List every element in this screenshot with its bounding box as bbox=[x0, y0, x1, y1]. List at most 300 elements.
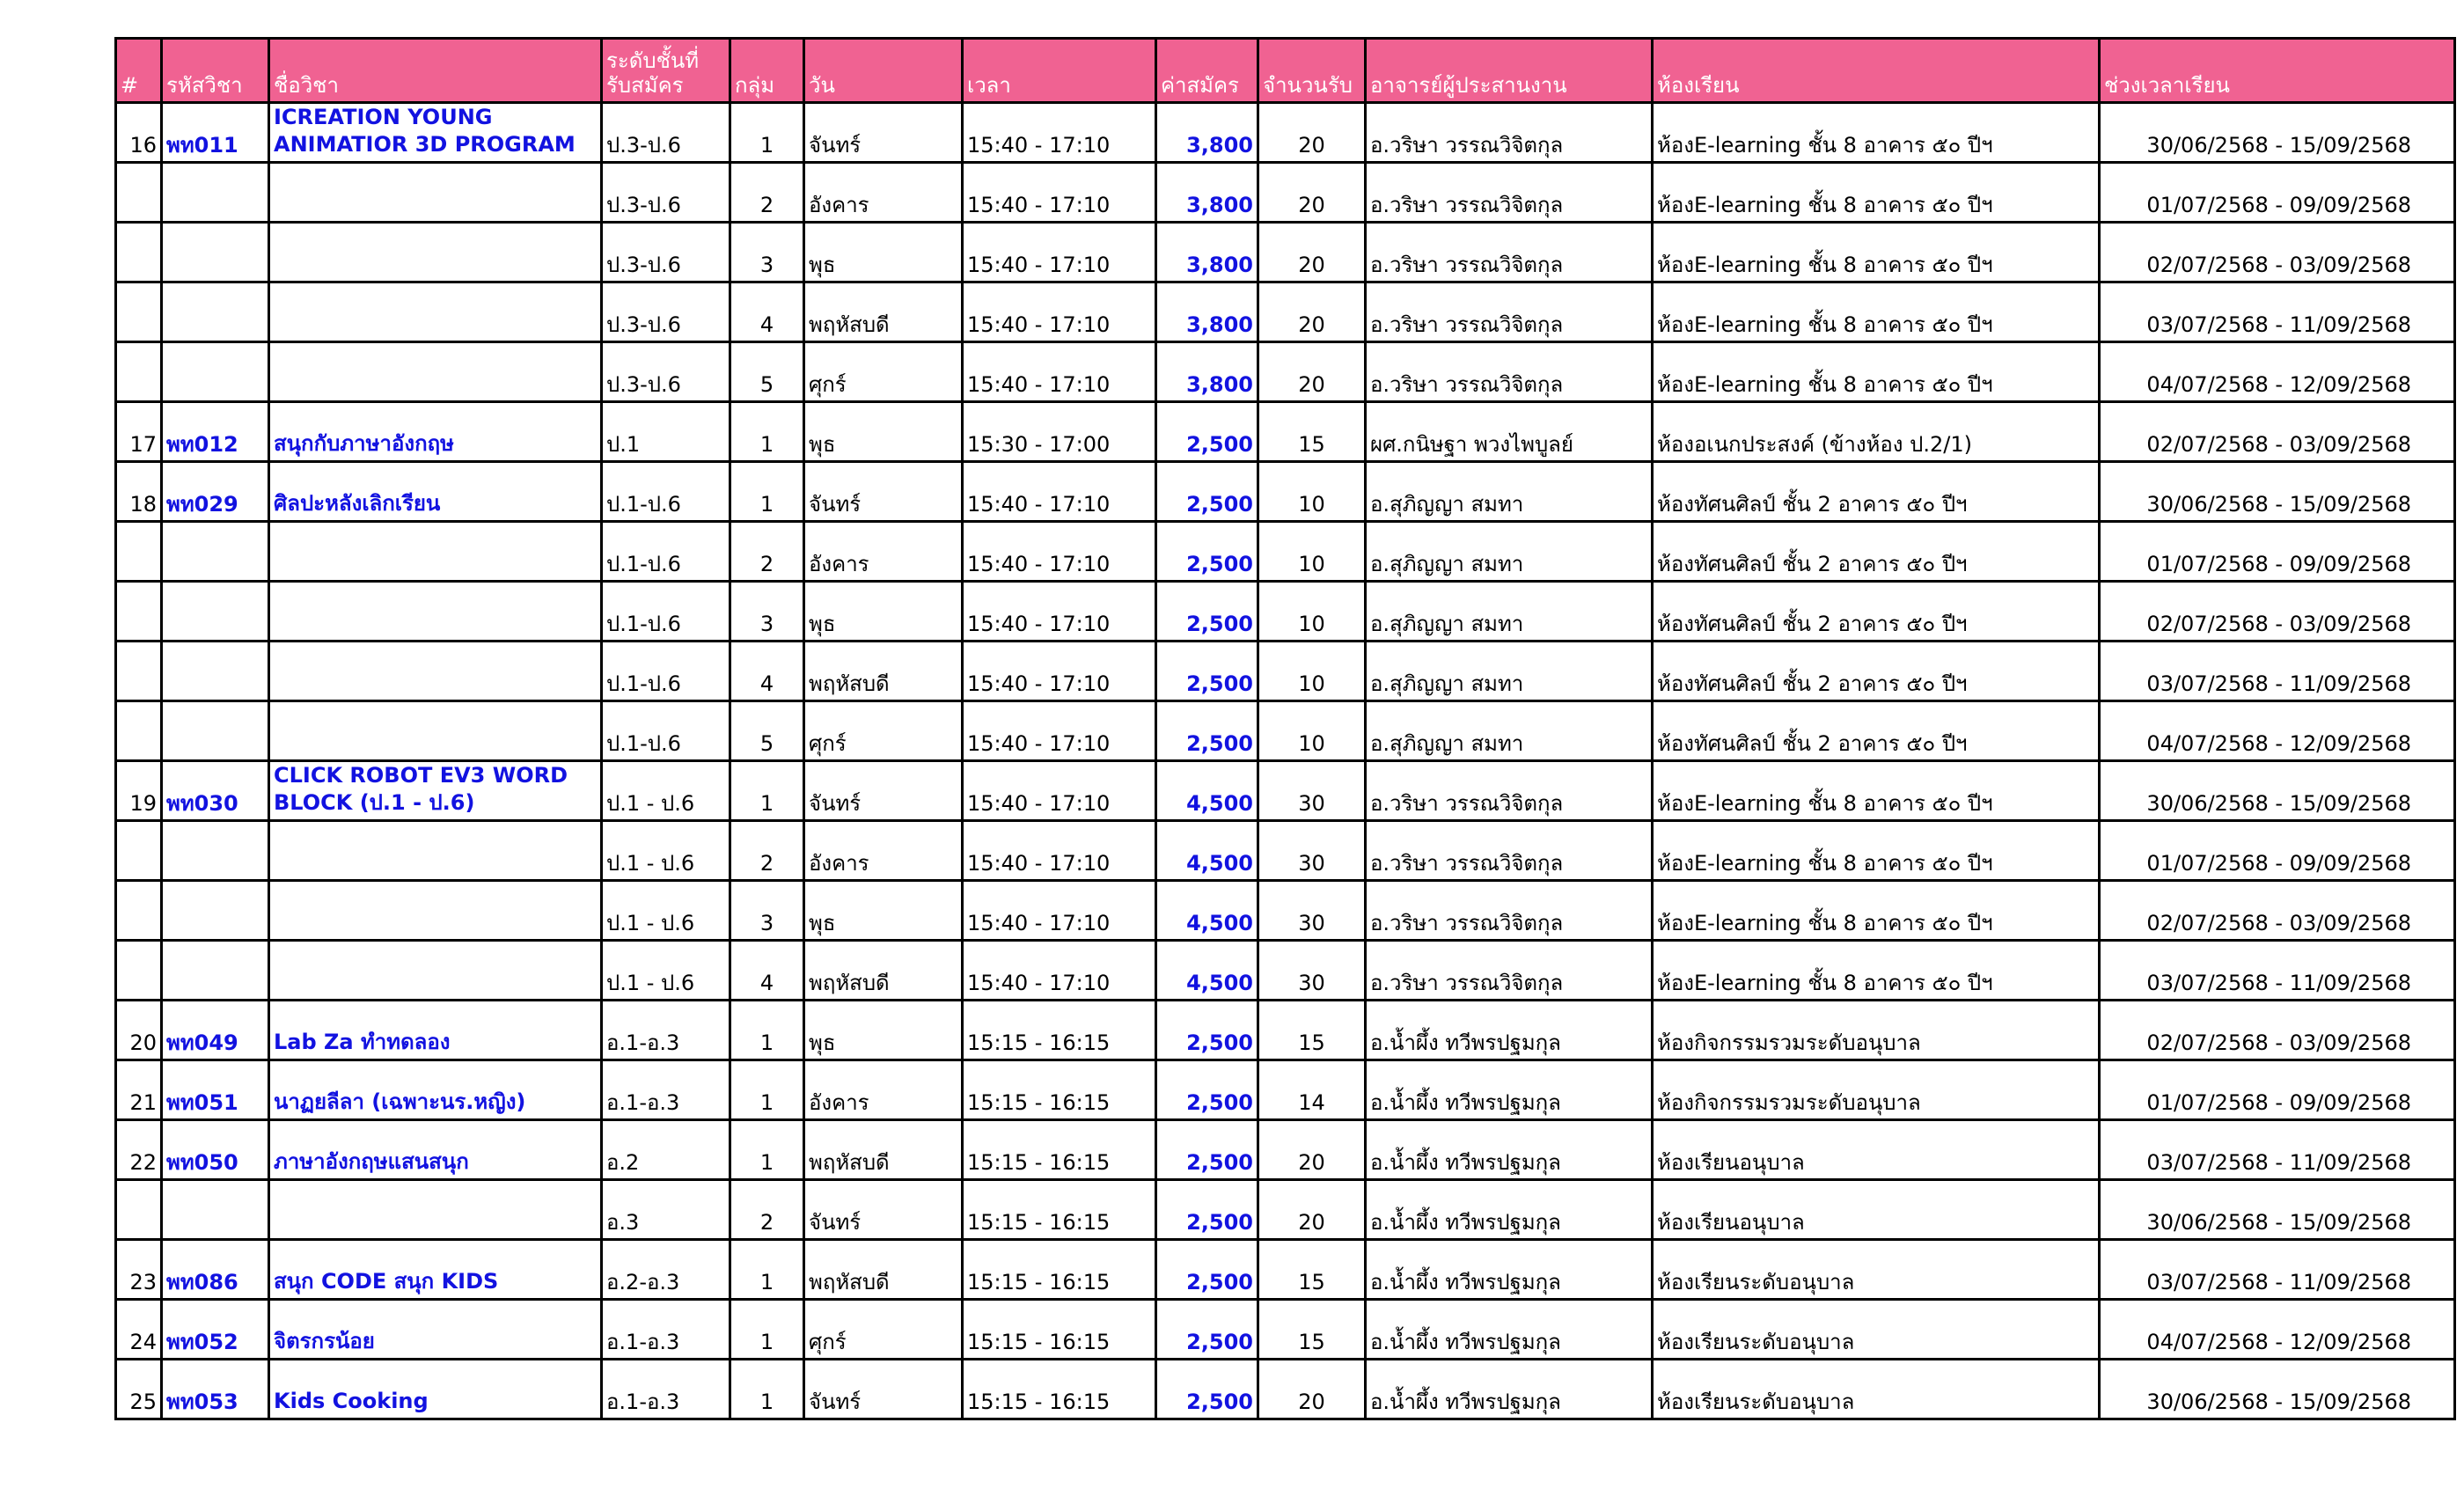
coordinator-cell: อ.น้ำผึ้ง ทวีพรปฐมกุล bbox=[1366, 1240, 1653, 1300]
course-code-cell bbox=[162, 821, 269, 881]
group-number-cell: 1 bbox=[730, 761, 804, 821]
row-number-cell bbox=[116, 223, 162, 282]
course-fee-cell: 4,500 bbox=[1156, 821, 1258, 881]
classroom-cell: ห้องเรียนอนุบาล bbox=[1653, 1180, 2100, 1240]
grade-level-cell: อ.1-อ.3 bbox=[602, 1001, 730, 1060]
grade-level-cell: ป.1-ป.6 bbox=[602, 642, 730, 701]
class-time-cell: 15:15 - 16:15 bbox=[963, 1300, 1156, 1360]
course-fee-cell: 3,800 bbox=[1156, 282, 1258, 342]
class-day-cell: พุธ bbox=[804, 402, 963, 462]
course-code-cell: พท011 bbox=[162, 103, 269, 163]
class-day-cell: ศุกร์ bbox=[804, 701, 963, 761]
class-time-cell: 15:40 - 17:10 bbox=[963, 282, 1156, 342]
course-name-cell: สนุกกับภาษาอังกฤษ bbox=[269, 402, 602, 462]
course-fee-cell: 2,500 bbox=[1156, 701, 1258, 761]
group-number-cell: 3 bbox=[730, 223, 804, 282]
class-day-cell: พฤหัสบดี bbox=[804, 1120, 963, 1180]
row-number-cell: 17 bbox=[116, 402, 162, 462]
course-name-cell: ICREATION YOUNG ANIMATIOR 3D PROGRAM bbox=[269, 103, 602, 163]
row-number-cell bbox=[116, 582, 162, 642]
course-code-cell bbox=[162, 223, 269, 282]
coordinator-cell: อ.วริษา วรรณวิจิตกุล bbox=[1366, 163, 1653, 223]
course-code-cell: พท030 bbox=[162, 761, 269, 821]
table-row bbox=[116, 1300, 2455, 1360]
group-number-cell: 1 bbox=[730, 1240, 804, 1300]
coordinator-cell: อ.วริษา วรรณวิจิตกุล bbox=[1366, 821, 1653, 881]
course-name-cell bbox=[269, 642, 602, 701]
header-time: เวลา bbox=[963, 39, 1156, 103]
group-number-cell: 1 bbox=[730, 1060, 804, 1120]
table-row bbox=[116, 163, 2455, 223]
row-number-cell bbox=[116, 941, 162, 1001]
row-number-cell: 16 bbox=[116, 103, 162, 163]
class-time-cell: 15:15 - 16:15 bbox=[963, 1240, 1156, 1300]
grade-level-cell: ป.3-ป.6 bbox=[602, 163, 730, 223]
row-number-cell bbox=[116, 701, 162, 761]
coordinator-cell: อ.น้ำผึ้ง ทวีพรปฐมกุล bbox=[1366, 1360, 1653, 1419]
group-number-cell: 3 bbox=[730, 582, 804, 642]
grade-level-cell: ป.1-ป.6 bbox=[602, 582, 730, 642]
seat-count-cell: 10 bbox=[1258, 701, 1366, 761]
course-fee-cell: 3,800 bbox=[1156, 342, 1258, 402]
table-row bbox=[116, 1120, 2455, 1180]
table-row bbox=[116, 701, 2455, 761]
header-day: วัน bbox=[804, 39, 963, 103]
row-number-cell: 22 bbox=[116, 1120, 162, 1180]
course-code-cell: พท029 bbox=[162, 462, 269, 522]
class-day-cell: พุธ bbox=[804, 582, 963, 642]
classroom-cell: ห้องเรียนอนุบาล bbox=[1653, 1120, 2100, 1180]
grade-level-cell: อ.2 bbox=[602, 1120, 730, 1180]
course-code-cell bbox=[162, 881, 269, 941]
course-fee-cell: 4,500 bbox=[1156, 761, 1258, 821]
grade-level-cell: อ.1-อ.3 bbox=[602, 1360, 730, 1419]
seat-count-cell: 15 bbox=[1258, 402, 1366, 462]
course-fee-cell: 2,500 bbox=[1156, 1240, 1258, 1300]
seat-count-cell: 20 bbox=[1258, 223, 1366, 282]
header-fee: ค่าสมัคร bbox=[1156, 39, 1258, 103]
coordinator-cell: อ.วริษา วรรณวิจิตกุล bbox=[1366, 223, 1653, 282]
seat-count-cell: 15 bbox=[1258, 1001, 1366, 1060]
header-level: ระดับชั้นที่ รับสมัคร bbox=[602, 39, 730, 103]
seat-count-cell: 20 bbox=[1258, 342, 1366, 402]
seat-count-cell: 30 bbox=[1258, 941, 1366, 1001]
class-day-cell: พุธ bbox=[804, 881, 963, 941]
course-fee-cell: 2,500 bbox=[1156, 402, 1258, 462]
course-fee-cell: 3,800 bbox=[1156, 223, 1258, 282]
table-row bbox=[116, 941, 2455, 1001]
course-code-cell: พท012 bbox=[162, 402, 269, 462]
grade-level-cell: อ.1-อ.3 bbox=[602, 1060, 730, 1120]
class-time-cell: 15:40 - 17:10 bbox=[963, 642, 1156, 701]
coordinator-cell: อ.สุภิญญา สมทา bbox=[1366, 642, 1653, 701]
seat-count-cell: 30 bbox=[1258, 881, 1366, 941]
table-row bbox=[116, 642, 2455, 701]
table-row bbox=[116, 1360, 2455, 1419]
classroom-cell: ห้องE-learning ชั้น 8 อาคาร ๕๐ ปีฯ bbox=[1653, 821, 2100, 881]
study-period-cell: 02/07/2568 - 03/09/2568 bbox=[2100, 582, 2455, 642]
course-fee-cell: 2,500 bbox=[1156, 642, 1258, 701]
course-name-cell: ศิลปะหลังเลิกเรียน bbox=[269, 462, 602, 522]
coordinator-cell: อ.วริษา วรรณวิจิตกุล bbox=[1366, 881, 1653, 941]
study-period-cell: 03/07/2568 - 11/09/2568 bbox=[2100, 282, 2455, 342]
class-time-cell: 15:15 - 16:15 bbox=[963, 1180, 1156, 1240]
coordinator-cell: อ.วริษา วรรณวิจิตกุล bbox=[1366, 761, 1653, 821]
class-day-cell: อังคาร bbox=[804, 522, 963, 582]
classroom-cell: ห้องกิจกรรมรวมระดับอนุบาล bbox=[1653, 1001, 2100, 1060]
course-name-cell: Lab Za ทำทดลอง bbox=[269, 1001, 602, 1060]
classroom-cell: ห้องE-learning ชั้น 8 อาคาร ๕๐ ปีฯ bbox=[1653, 223, 2100, 282]
classroom-cell: ห้องทัศนศิลป์ ชั้น 2 อาคาร ๕๐ ปีฯ bbox=[1653, 582, 2100, 642]
course-name-cell bbox=[269, 701, 602, 761]
table-body bbox=[116, 103, 2455, 1419]
class-time-cell: 15:40 - 17:10 bbox=[963, 163, 1156, 223]
row-number-cell bbox=[116, 881, 162, 941]
course-name-cell: Kids Cooking bbox=[269, 1360, 602, 1419]
table-row bbox=[116, 881, 2455, 941]
course-code-cell bbox=[162, 163, 269, 223]
class-time-cell: 15:40 - 17:10 bbox=[963, 821, 1156, 881]
class-day-cell: พฤหัสบดี bbox=[804, 941, 963, 1001]
class-time-cell: 15:40 - 17:10 bbox=[963, 881, 1156, 941]
group-number-cell: 4 bbox=[730, 642, 804, 701]
course-code-cell bbox=[162, 642, 269, 701]
group-number-cell: 2 bbox=[730, 522, 804, 582]
study-period-cell: 03/07/2568 - 11/09/2568 bbox=[2100, 1240, 2455, 1300]
seat-count-cell: 20 bbox=[1258, 1120, 1366, 1180]
grade-level-cell: ป.1 bbox=[602, 402, 730, 462]
row-number-cell bbox=[116, 163, 162, 223]
seat-count-cell: 20 bbox=[1258, 1180, 1366, 1240]
table-row bbox=[116, 1001, 2455, 1060]
course-code-cell bbox=[162, 1180, 269, 1240]
course-fee-cell: 2,500 bbox=[1156, 1060, 1258, 1120]
coordinator-cell: อ.สุภิญญา สมทา bbox=[1366, 582, 1653, 642]
class-day-cell: อังคาร bbox=[804, 1060, 963, 1120]
group-number-cell: 4 bbox=[730, 282, 804, 342]
class-time-cell: 15:15 - 16:15 bbox=[963, 1120, 1156, 1180]
course-name-cell: CLICK ROBOT EV3 WORD BLOCK (ป.1 - ป.6) bbox=[269, 761, 602, 821]
course-code-cell: พท053 bbox=[162, 1360, 269, 1419]
seat-count-cell: 15 bbox=[1258, 1300, 1366, 1360]
course-name-cell bbox=[269, 282, 602, 342]
course-fee-cell: 3,800 bbox=[1156, 163, 1258, 223]
header-room: ห้องเรียน bbox=[1653, 39, 2100, 103]
study-period-cell: 30/06/2568 - 15/09/2568 bbox=[2100, 462, 2455, 522]
study-period-cell: 02/07/2568 - 03/09/2568 bbox=[2100, 223, 2455, 282]
coordinator-cell: อ.สุภิญญา สมทา bbox=[1366, 462, 1653, 522]
class-time-cell: 15:15 - 16:15 bbox=[963, 1060, 1156, 1120]
coordinator-cell: อ.สุภิญญา สมทา bbox=[1366, 701, 1653, 761]
row-number-cell: 21 bbox=[116, 1060, 162, 1120]
coordinator-cell: อ.วริษา วรรณวิจิตกุล bbox=[1366, 941, 1653, 1001]
class-time-cell: 15:15 - 16:15 bbox=[963, 1360, 1156, 1419]
course-name-cell: สนุก CODE สนุก KIDS bbox=[269, 1240, 602, 1300]
class-day-cell: ศุกร์ bbox=[804, 342, 963, 402]
classroom-cell: ห้องเรียนระดับอนุบาล bbox=[1653, 1360, 2100, 1419]
seat-count-cell: 20 bbox=[1258, 103, 1366, 163]
seat-count-cell: 20 bbox=[1258, 1360, 1366, 1419]
course-name-cell bbox=[269, 881, 602, 941]
course-fee-cell: 2,500 bbox=[1156, 522, 1258, 582]
course-schedule-table bbox=[114, 37, 2456, 1420]
row-number-cell bbox=[116, 642, 162, 701]
coordinator-cell: อ.น้ำผึ้ง ทวีพรปฐมกุล bbox=[1366, 1060, 1653, 1120]
class-time-cell: 15:30 - 17:00 bbox=[963, 402, 1156, 462]
class-time-cell: 15:40 - 17:10 bbox=[963, 462, 1156, 522]
study-period-cell: 04/07/2568 - 12/09/2568 bbox=[2100, 342, 2455, 402]
course-fee-cell: 2,500 bbox=[1156, 1360, 1258, 1419]
grade-level-cell: ป.1-ป.6 bbox=[602, 522, 730, 582]
classroom-cell: ห้องE-learning ชั้น 8 อาคาร ๕๐ ปีฯ bbox=[1653, 342, 2100, 402]
group-number-cell: 5 bbox=[730, 342, 804, 402]
class-time-cell: 15:40 - 17:10 bbox=[963, 223, 1156, 282]
course-name-cell bbox=[269, 163, 602, 223]
seat-count-cell: 30 bbox=[1258, 821, 1366, 881]
class-day-cell: จันทร์ bbox=[804, 462, 963, 522]
classroom-cell: ห้องเรียนระดับอนุบาล bbox=[1653, 1300, 2100, 1360]
course-code-cell: พท086 bbox=[162, 1240, 269, 1300]
course-name-cell: ภาษาอังกฤษแสนสนุก bbox=[269, 1120, 602, 1180]
seat-count-cell: 20 bbox=[1258, 282, 1366, 342]
seat-count-cell: 20 bbox=[1258, 163, 1366, 223]
header-period: ช่วงเวลาเรียน bbox=[2100, 39, 2455, 103]
grade-level-cell: ป.1-ป.6 bbox=[602, 701, 730, 761]
coordinator-cell: อ.สุภิญญา สมทา bbox=[1366, 522, 1653, 582]
table-row bbox=[116, 821, 2455, 881]
table-row bbox=[116, 402, 2455, 462]
course-code-cell: พท050 bbox=[162, 1120, 269, 1180]
course-fee-cell: 2,500 bbox=[1156, 1300, 1258, 1360]
course-name-cell bbox=[269, 582, 602, 642]
class-day-cell: อังคาร bbox=[804, 821, 963, 881]
class-day-cell: พฤหัสบดี bbox=[804, 282, 963, 342]
grade-level-cell: ป.3-ป.6 bbox=[602, 103, 730, 163]
table-row bbox=[116, 342, 2455, 402]
classroom-cell: ห้องทัศนศิลป์ ชั้น 2 อาคาร ๕๐ ปีฯ bbox=[1653, 701, 2100, 761]
row-number-cell bbox=[116, 1180, 162, 1240]
header-group: กลุ่ม bbox=[730, 39, 804, 103]
class-day-cell: พฤหัสบดี bbox=[804, 1240, 963, 1300]
table-row bbox=[116, 582, 2455, 642]
course-name-cell bbox=[269, 821, 602, 881]
course-fee-cell: 2,500 bbox=[1156, 582, 1258, 642]
class-time-cell: 15:40 - 17:10 bbox=[963, 522, 1156, 582]
course-name-cell: นาฏยลีลา (เฉพาะนร.หญิง) bbox=[269, 1060, 602, 1120]
class-day-cell: อังคาร bbox=[804, 163, 963, 223]
course-code-cell: พท049 bbox=[162, 1001, 269, 1060]
seat-count-cell: 10 bbox=[1258, 462, 1366, 522]
grade-level-cell: ป.1 - ป.6 bbox=[602, 881, 730, 941]
class-day-cell: จันทร์ bbox=[804, 1360, 963, 1419]
course-name-cell bbox=[269, 223, 602, 282]
class-day-cell: จันทร์ bbox=[804, 103, 963, 163]
grade-level-cell: ป.1 - ป.6 bbox=[602, 761, 730, 821]
classroom-cell: ห้องE-learning ชั้น 8 อาคาร ๕๐ ปีฯ bbox=[1653, 103, 2100, 163]
row-number-cell: 18 bbox=[116, 462, 162, 522]
table-row bbox=[116, 522, 2455, 582]
class-time-cell: 15:40 - 17:10 bbox=[963, 761, 1156, 821]
course-name-cell bbox=[269, 941, 602, 1001]
grade-level-cell: ป.3-ป.6 bbox=[602, 282, 730, 342]
group-number-cell: 1 bbox=[730, 1120, 804, 1180]
study-period-cell: 01/07/2568 - 09/09/2568 bbox=[2100, 1060, 2455, 1120]
classroom-cell: ห้องทัศนศิลป์ ชั้น 2 อาคาร ๕๐ ปีฯ bbox=[1653, 522, 2100, 582]
study-period-cell: 30/06/2568 - 15/09/2568 bbox=[2100, 761, 2455, 821]
course-code-cell bbox=[162, 701, 269, 761]
grade-level-cell: อ.3 bbox=[602, 1180, 730, 1240]
coordinator-cell: อ.วริษา วรรณวิจิตกุล bbox=[1366, 342, 1653, 402]
row-number-cell bbox=[116, 821, 162, 881]
group-number-cell: 1 bbox=[730, 1360, 804, 1419]
classroom-cell: ห้องกิจกรรมรวมระดับอนุบาล bbox=[1653, 1060, 2100, 1120]
study-period-cell: 01/07/2568 - 09/09/2568 bbox=[2100, 821, 2455, 881]
group-number-cell: 1 bbox=[730, 402, 804, 462]
course-code-cell bbox=[162, 342, 269, 402]
table-row bbox=[116, 223, 2455, 282]
row-number-cell: 20 bbox=[116, 1001, 162, 1060]
study-period-cell: 01/07/2568 - 09/09/2568 bbox=[2100, 522, 2455, 582]
grade-level-cell: อ.1-อ.3 bbox=[602, 1300, 730, 1360]
group-number-cell: 2 bbox=[730, 163, 804, 223]
row-number-cell: 25 bbox=[116, 1360, 162, 1419]
table-row bbox=[116, 282, 2455, 342]
study-period-cell: 02/07/2568 - 03/09/2568 bbox=[2100, 1001, 2455, 1060]
coordinator-cell: อ.วริษา วรรณวิจิตกุล bbox=[1366, 282, 1653, 342]
table-row bbox=[116, 1180, 2455, 1240]
coordinator-cell: อ.น้ำผึ้ง ทวีพรปฐมกุล bbox=[1366, 1001, 1653, 1060]
classroom-cell: ห้องE-learning ชั้น 8 อาคาร ๕๐ ปีฯ bbox=[1653, 761, 2100, 821]
course-fee-cell: 2,500 bbox=[1156, 462, 1258, 522]
class-time-cell: 15:40 - 17:10 bbox=[963, 941, 1156, 1001]
classroom-cell: ห้องE-learning ชั้น 8 อาคาร ๕๐ ปีฯ bbox=[1653, 881, 2100, 941]
study-period-cell: 03/07/2568 - 11/09/2568 bbox=[2100, 1120, 2455, 1180]
course-name-cell bbox=[269, 522, 602, 582]
coordinator-cell: ผศ.กนิษฐา พวงไพบูลย์ bbox=[1366, 402, 1653, 462]
table-row bbox=[116, 1060, 2455, 1120]
study-period-cell: 02/07/2568 - 03/09/2568 bbox=[2100, 402, 2455, 462]
seat-count-cell: 10 bbox=[1258, 522, 1366, 582]
course-name-cell bbox=[269, 1180, 602, 1240]
classroom-cell: ห้องE-learning ชั้น 8 อาคาร ๕๐ ปีฯ bbox=[1653, 941, 2100, 1001]
group-number-cell: 2 bbox=[730, 821, 804, 881]
study-period-cell: 30/06/2568 - 15/09/2568 bbox=[2100, 103, 2455, 163]
group-number-cell: 2 bbox=[730, 1180, 804, 1240]
study-period-cell: 03/07/2568 - 11/09/2568 bbox=[2100, 642, 2455, 701]
course-name-cell bbox=[269, 342, 602, 402]
course-code-cell bbox=[162, 522, 269, 582]
group-number-cell: 1 bbox=[730, 1300, 804, 1360]
course-fee-cell: 2,500 bbox=[1156, 1001, 1258, 1060]
header-code: รหัสวิชา bbox=[162, 39, 269, 103]
course-fee-cell: 2,500 bbox=[1156, 1180, 1258, 1240]
course-code-cell bbox=[162, 282, 269, 342]
course-code-cell bbox=[162, 582, 269, 642]
seat-count-cell: 14 bbox=[1258, 1060, 1366, 1120]
group-number-cell: 5 bbox=[730, 701, 804, 761]
seat-count-cell: 10 bbox=[1258, 582, 1366, 642]
study-period-cell: 03/07/2568 - 11/09/2568 bbox=[2100, 941, 2455, 1001]
header-no: # bbox=[116, 39, 162, 103]
classroom-cell: ห้องอเนกประสงค์ (ข้างห้อง ป.2/1) bbox=[1653, 402, 2100, 462]
classroom-cell: ห้องE-learning ชั้น 8 อาคาร ๕๐ ปีฯ bbox=[1653, 282, 2100, 342]
class-day-cell: พฤหัสบดี bbox=[804, 642, 963, 701]
group-number-cell: 4 bbox=[730, 941, 804, 1001]
class-time-cell: 15:40 - 17:10 bbox=[963, 701, 1156, 761]
group-number-cell: 3 bbox=[730, 881, 804, 941]
class-time-cell: 15:40 - 17:10 bbox=[963, 342, 1156, 402]
course-fee-cell: 3,800 bbox=[1156, 103, 1258, 163]
header-seats: จำนวนรับ bbox=[1258, 39, 1366, 103]
seat-count-cell: 10 bbox=[1258, 642, 1366, 701]
course-code-cell bbox=[162, 941, 269, 1001]
class-time-cell: 15:40 - 17:10 bbox=[963, 582, 1156, 642]
coordinator-cell: อ.วริษา วรรณวิจิตกุล bbox=[1366, 103, 1653, 163]
study-period-cell: 30/06/2568 - 15/09/2568 bbox=[2100, 1360, 2455, 1419]
class-day-cell: พุธ bbox=[804, 1001, 963, 1060]
table-row bbox=[116, 1240, 2455, 1300]
study-period-cell: 30/06/2568 - 15/09/2568 bbox=[2100, 1180, 2455, 1240]
row-number-cell: 19 bbox=[116, 761, 162, 821]
group-number-cell: 1 bbox=[730, 462, 804, 522]
classroom-cell: ห้องE-learning ชั้น 8 อาคาร ๕๐ ปีฯ bbox=[1653, 163, 2100, 223]
grade-level-cell: ป.1-ป.6 bbox=[602, 462, 730, 522]
class-day-cell: จันทร์ bbox=[804, 1180, 963, 1240]
course-fee-cell: 4,500 bbox=[1156, 941, 1258, 1001]
class-time-cell: 15:15 - 16:15 bbox=[963, 1001, 1156, 1060]
course-name-cell: จิตรกรน้อย bbox=[269, 1300, 602, 1360]
study-period-cell: 04/07/2568 - 12/09/2568 bbox=[2100, 701, 2455, 761]
classroom-cell: ห้องเรียนระดับอนุบาล bbox=[1653, 1240, 2100, 1300]
header-row bbox=[116, 39, 2455, 103]
classroom-cell: ห้องทัศนศิลป์ ชั้น 2 อาคาร ๕๐ ปีฯ bbox=[1653, 642, 2100, 701]
course-fee-cell: 4,500 bbox=[1156, 881, 1258, 941]
grade-level-cell: ป.3-ป.6 bbox=[602, 342, 730, 402]
seat-count-cell: 15 bbox=[1258, 1240, 1366, 1300]
group-number-cell: 1 bbox=[730, 103, 804, 163]
coordinator-cell: อ.น้ำผึ้ง ทวีพรปฐมกุล bbox=[1366, 1180, 1653, 1240]
study-period-cell: 02/07/2568 - 03/09/2568 bbox=[2100, 881, 2455, 941]
class-day-cell: จันทร์ bbox=[804, 761, 963, 821]
table-row bbox=[116, 103, 2455, 163]
row-number-cell bbox=[116, 342, 162, 402]
study-period-cell: 04/07/2568 - 12/09/2568 bbox=[2100, 1300, 2455, 1360]
coordinator-cell: อ.น้ำผึ้ง ทวีพรปฐมกุล bbox=[1366, 1120, 1653, 1180]
row-number-cell bbox=[116, 522, 162, 582]
course-code-cell: พท051 bbox=[162, 1060, 269, 1120]
row-number-cell: 23 bbox=[116, 1240, 162, 1300]
classroom-cell: ห้องทัศนศิลป์ ชั้น 2 อาคาร ๕๐ ปีฯ bbox=[1653, 462, 2100, 522]
class-day-cell: ศุกร์ bbox=[804, 1300, 963, 1360]
row-number-cell bbox=[116, 282, 162, 342]
course-fee-cell: 2,500 bbox=[1156, 1120, 1258, 1180]
class-day-cell: พุธ bbox=[804, 223, 963, 282]
grade-level-cell: ป.3-ป.6 bbox=[602, 223, 730, 282]
table-row bbox=[116, 761, 2455, 821]
header-name: ชื่อวิชา bbox=[269, 39, 602, 103]
grade-level-cell: ป.1 - ป.6 bbox=[602, 941, 730, 1001]
course-code-cell: พท052 bbox=[162, 1300, 269, 1360]
study-period-cell: 01/07/2568 - 09/09/2568 bbox=[2100, 163, 2455, 223]
header-teacher: อาจารย์ผู้ประสานงาน bbox=[1366, 39, 1653, 103]
class-time-cell: 15:40 - 17:10 bbox=[963, 103, 1156, 163]
table-row bbox=[116, 462, 2455, 522]
coordinator-cell: อ.น้ำผึ้ง ทวีพรปฐมกุล bbox=[1366, 1300, 1653, 1360]
grade-level-cell: อ.2-อ.3 bbox=[602, 1240, 730, 1300]
grade-level-cell: ป.1 - ป.6 bbox=[602, 821, 730, 881]
group-number-cell: 1 bbox=[730, 1001, 804, 1060]
row-number-cell: 24 bbox=[116, 1300, 162, 1360]
